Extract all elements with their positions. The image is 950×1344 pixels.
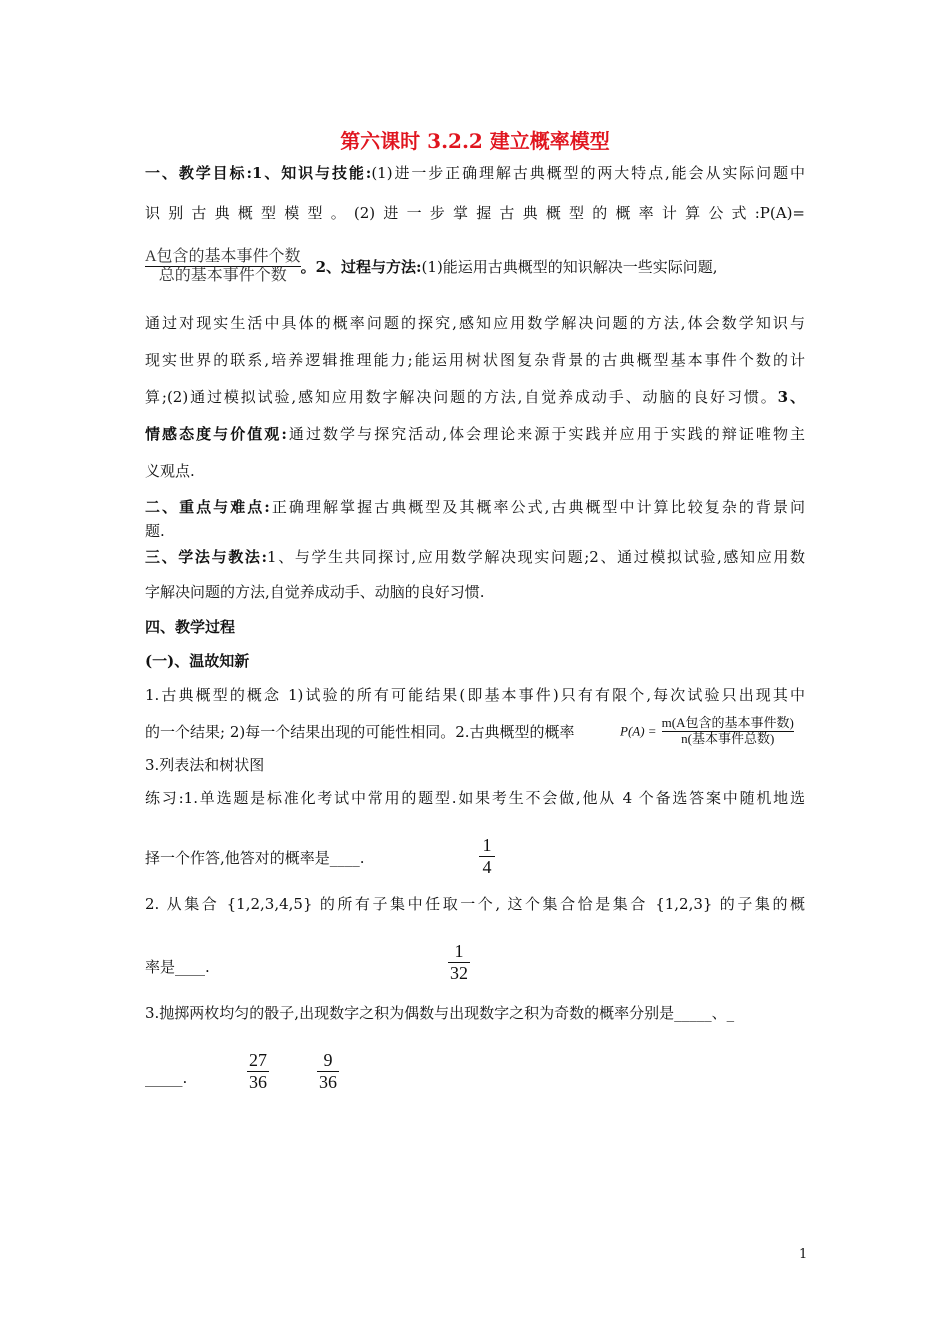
key-points-line-2: 题. — [145, 522, 165, 540]
method-line-1: 三、学法与教法:1、与学生共同探讨,应用数学解决现实问题;2、通过模拟试验,感知应用数 — [145, 548, 805, 566]
objectives-line-6: 算;(2)通过模拟试验,感知应用数字解决问题的方法,自觉养成动手、动脑的良好习惯。3、 — [145, 388, 805, 406]
classical-probability-formula: P(A) = $\frac{\text{m(A包含的基本事件数)}}{\text{n(基本事件总数)}}$ — [620, 715, 794, 746]
exercise-3-line-2: _____. — [145, 1069, 188, 1087]
key-points-line-1: 二、重点与难点:正确理解掌握古典概型及其概率公式,古典概型中计算比较复杂的背景问 — [145, 498, 805, 516]
review-line-3: 3.列表法和树状图 — [145, 756, 265, 774]
objectives-line-1: 一、教学目标:1、知识与技能:(1)进一步正确理解古典概型的两大特点,能会从实际问题中 — [145, 164, 805, 182]
objectives-line-8: 义观点. — [145, 462, 195, 480]
objectives-line-4: 通过对现实生活中具体的概率问题的探究,感知应用数学解决问题的方法,体会数学知识与 — [145, 314, 805, 332]
page-title: 第六课时 3.2.2 建立概率模型 — [340, 129, 610, 153]
probability-formula-fraction: $\frac{\text{A包含的基本事件个数}}{\text{总的基本事件个数}}$ — [145, 248, 301, 285]
exercise-1-line-2: 择一个作答,他答对的概率是____. — [145, 849, 365, 867]
review-subheading: (一)、温故知新 — [145, 652, 250, 670]
answer-3b-fraction: 9 36 — [319, 1050, 337, 1092]
key-points-heading: 二、重点与难点: — [145, 498, 270, 516]
page-number: 1 — [799, 1247, 808, 1262]
review-line-1: 1.古典概型的概念 1)试验的所有可能结果(即基本事件)只有有限个,每次试验只出现其中 — [145, 686, 805, 704]
method-line-2: 字解决问题的方法,自觉养成动手、动脑的良好习惯. — [145, 583, 485, 601]
exercise-1-line-1: 练习:1.单选题是标准化考试中常用的题型.如果考生不会做,他从 4 个备选答案中随机地选 — [145, 789, 805, 807]
answer-3a-fraction: 27 36 — [249, 1050, 267, 1092]
objectives-line-2: 识别古典概型模型。(2)进一步掌握古典概型的概率计算公式:P(A)= — [145, 204, 805, 222]
review-line-2: 的一个结果; 2)每一个结果出现的可能性相同。2.古典概型的概率 — [145, 723, 575, 741]
method-heading: 三、学法与教法: — [145, 548, 268, 566]
objectives-line-5: 现实世界的联系,培养逻辑推理能力;能运用树状图复杂背景的古典概型基本事件个数的计 — [145, 351, 805, 369]
process-heading: 四、教学过程 — [145, 618, 236, 636]
objectives-heading: 一、教学目标:1、知识与技能: — [145, 164, 372, 182]
exercise-2-line-2: 率是____. — [145, 958, 210, 976]
objectives-line-3: $\frac{\text{A包含的基本事件个数}}{\text{总的基本事件个数}}$ 。2、过程与方法:(1)能运用古典概型的知识解决一些实际问题, — [145, 248, 718, 285]
answer-2-fraction: 1 32 — [450, 941, 468, 983]
objectives-line-7: 情感态度与价值观:通过数学与探究活动,体会理论来源于实践并应用于实践的辩证唯物主 — [145, 425, 805, 443]
exercise-3-line-1: 3.抛掷两枚均匀的骰子,出现数字之积为偶数与出现数字之积为奇数的概率分别是_____、_ — [145, 1004, 735, 1022]
answer-1-fraction: 1 4 — [479, 835, 495, 877]
exercise-2-line-1: 2. 从集合 {1,2,3,4,5} 的所有子集中任取一个, 这个集合恰是集合 {1,2,3} 的子集的概 — [145, 895, 805, 913]
